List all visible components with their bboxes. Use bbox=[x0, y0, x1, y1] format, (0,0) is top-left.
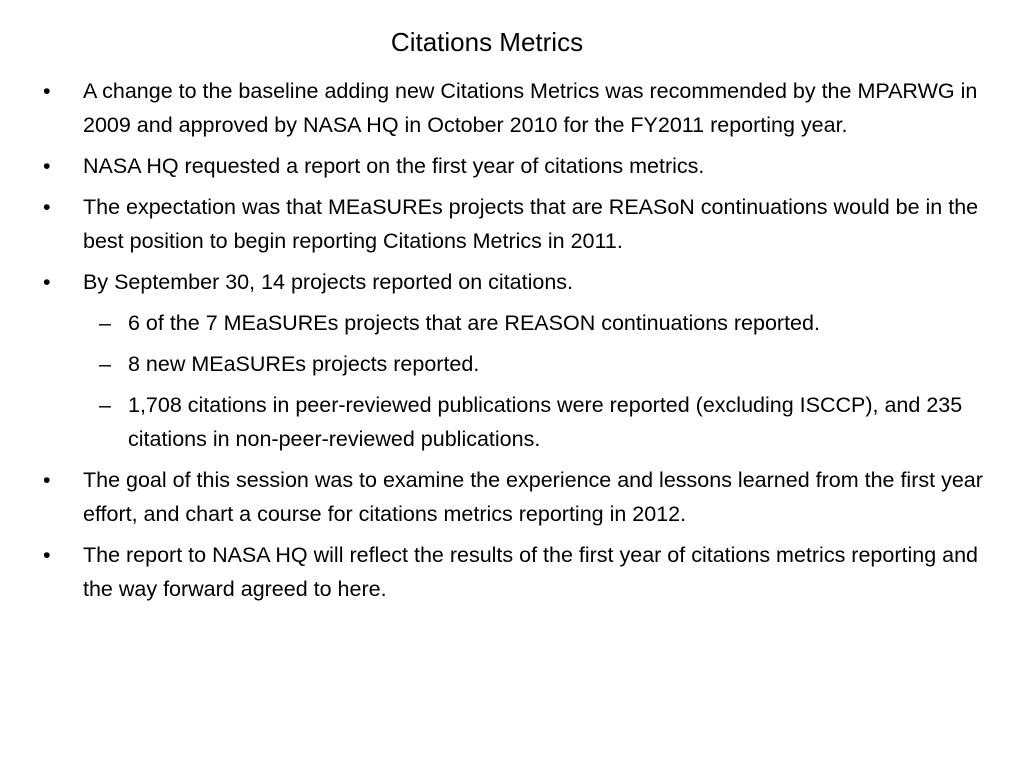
sub-bullet-text: 8 new MEaSUREs projects reported. bbox=[128, 352, 480, 376]
bullet-text: The report to NASA HQ will reflect the results of the first year of citations metrics reporting and the way forward agreed to here. bbox=[83, 543, 979, 601]
dash-bullet-icon: – bbox=[99, 393, 111, 417]
sub-bullet-text: 6 of the 7 MEaSUREs projects that are REASON continuations reported. bbox=[128, 311, 820, 335]
bullet-item bbox=[42, 265, 992, 299]
bullet-item bbox=[42, 149, 992, 183]
bullet-dot-icon: • bbox=[43, 154, 51, 178]
slide-title: Citations Metrics bbox=[390, 27, 584, 57]
bullet-dot-icon: • bbox=[43, 270, 51, 294]
bullet-text: By September 30, 14 projects reported on citations. bbox=[83, 270, 573, 294]
sub-bullet-text: 1,708 citations in peer-reviewed publications were reported (excluding ISCCP), and 235 citations in non-peer-reviewed publications. bbox=[128, 393, 963, 451]
bullet-list bbox=[42, 74, 992, 613]
bullet-dot-icon: • bbox=[43, 468, 51, 492]
bullet-dot-icon: • bbox=[43, 543, 51, 567]
sub-bullet-item bbox=[42, 388, 992, 456]
bullet-item bbox=[42, 538, 992, 606]
dash-bullet-icon: – bbox=[99, 352, 111, 376]
sub-bullet-item bbox=[42, 347, 992, 381]
bullet-text: NASA HQ requested a report on the first year of citations metrics. bbox=[83, 154, 705, 178]
bullet-item bbox=[42, 74, 992, 142]
bullet-dot-icon: • bbox=[43, 79, 51, 103]
dash-bullet-icon: – bbox=[99, 311, 111, 335]
bullet-item bbox=[42, 190, 992, 258]
bullet-text: The expectation was that MEaSUREs projects that are REASoN continuations would be in the best position to begin reporting Citations Metrics in 2011. bbox=[83, 195, 979, 253]
sub-bullet-item bbox=[42, 306, 992, 340]
bullet-text: A change to the baseline adding new Citations Metrics was recommended by the MPARWG in 2009 and approved by NASA HQ in October 2010 for the FY2011 reporting year. bbox=[83, 79, 978, 137]
bullet-dot-icon: • bbox=[43, 195, 51, 219]
bullet-text: The goal of this session was to examine the experience and lessons learned from the first year effort, and chart a course for citations metrics reporting in 2012. bbox=[83, 468, 983, 526]
bullet-item bbox=[42, 463, 992, 531]
